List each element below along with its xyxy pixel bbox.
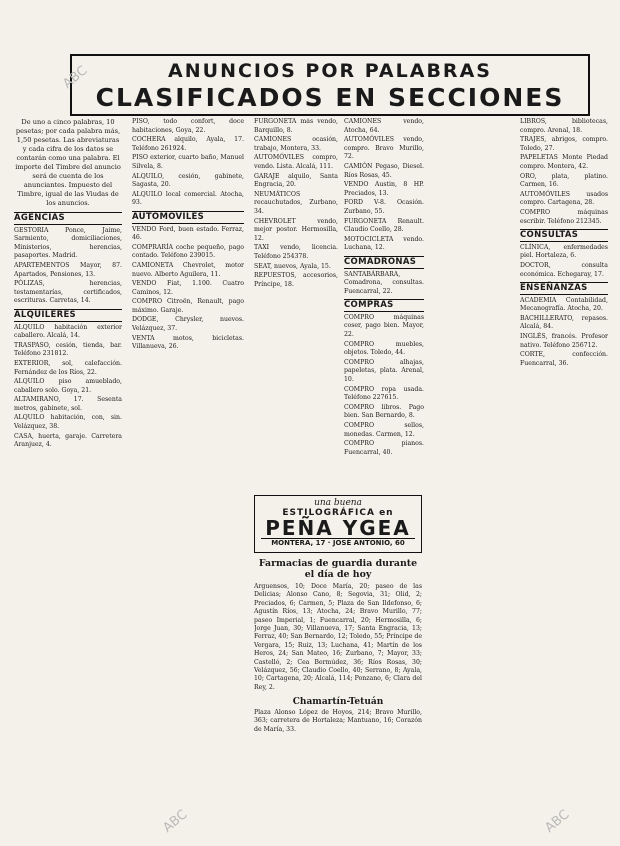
ad-address: MONTERA, 17 · JOSÉ ANTONIO, 60 <box>261 538 415 547</box>
classified-ad: COMPRO libros. Pago bien. San Bernardo, 8. <box>344 403 424 420</box>
section-heading: CONSULTAS <box>520 229 608 242</box>
classified-ad: SEAT, nuevos, Ayala, 15. <box>254 262 331 270</box>
column-5 <box>520 118 608 834</box>
classified-ad: COMPRO máquinas escribir. Teléfono 212345. <box>520 208 608 225</box>
classified-ad: CAMIONES vendo, Atocha, 64. <box>344 118 424 134</box>
classified-ad: CLÍNICA, enfermedades piel. Hortaleza, 6. <box>520 243 608 260</box>
banner-line-2: CLASIFICADOS EN SECCIONES <box>95 83 565 112</box>
column-3 <box>254 118 338 492</box>
column-1 <box>14 118 122 834</box>
classified-ad: TRASPASO, cesión, tienda, bar. Teléfono 231812. <box>14 341 122 358</box>
section-heading: AGENCIAS <box>14 212 122 225</box>
classified-ad: VENTA motos, bicicletas. Villanueva, 26. <box>132 334 244 351</box>
watermark-text: ABC <box>160 807 191 836</box>
ad-brand: PEÑA YGEA <box>265 516 411 540</box>
classified-ad: APARTEMENTOS Mayor, 87. Apartados, Pensiones, 13. <box>14 261 122 278</box>
classified-ad: COMPRO alhajas, papeletas, plata. Arenal, 10. <box>344 358 424 384</box>
watermark-text: ABC <box>542 807 573 836</box>
classified-ad: PISO exterior, cuarto baño, Manuel Silvela, 8. <box>132 154 244 170</box>
classified-ad: COMPRO máquinas coser, pago bien. Mayor, 22. <box>344 313 424 339</box>
classified-ad: TAXI vendo, licencia. Teléfono 254378. <box>254 244 338 260</box>
section-heading: COMPRAS <box>344 299 424 312</box>
classified-ad: ALQUILO local comercial. Atocha, 93. <box>132 190 244 207</box>
classified-ad: AUTOMÓVILES usados compro. Cartagena, 28. <box>520 190 608 207</box>
pen-advertisement <box>254 495 422 553</box>
banner-line-1: ANUNCIOS POR PALABRAS <box>168 60 492 82</box>
classified-ad: FORD V-8. Ocasión. Zurbano, 55. <box>344 199 424 215</box>
classified-ad: GESTORIA Ponce, Jaime, Sarmiento, domiciliaciones, Ministerios, herencias, pasaportes. Madrid. <box>14 226 122 260</box>
pharmacies-list: Arguensos, 10; Doce María, 20; paseo de las Delicias; Alonso Cano, 8; Segovia, 31; Olid, 2; Preciados, 6; Carmen, 5; Plaza de San Ildefonso, 6; Agustín Ríos, 13; Atocha, 24; Bravo Murillo, 77; paseo Imperial, 1; Fuencarral, 20; Hermosilla, 6; Jorge Juan, 30; Villanueva, 17; Santa Engracia, 13; Ferraz, 40; San Bernardo, 12; Toledo, 55; Príncipe de Vergara, 15; Ruiz, 13; Luchana, 41; Martín de los Heros, 24; San Mateo, 16; Zurbano, 7; Mayor, 33; Castelló, 2; Cea Bermúdez, 36; Ríos Rosas, 30; Velázquez, 56; Claudio Coello, 40; Serrano, 8; Ayala, 10; Cartagena, 20; Alcalá, 114; Ponzano, 6; Clara del Rey, 2. <box>254 583 422 691</box>
rates-intro: De uno a cinco palabras, 10 pesetas; por cada palabra más, 1,50 pesetas. Las abreviaturas y cada cifra de los datos se contarán como una palabra. El importe del Timbre del anuncio será de cuenta de los anunciantes. Impuesto del Timbre, igual de las Viudas de los anuncios. <box>15 118 121 207</box>
classified-ad: COMPRO muebles, objetos. Toledo, 44. <box>344 340 424 357</box>
classified-ad: COMPRO pianos. Fuencarral, 40. <box>344 440 424 456</box>
classified-ad: ALQUILO habitación exterior caballero. Alcalá, 14. <box>14 323 122 340</box>
classified-ad: COMPRARÍA coche pequeño, pago contado. Teléfono 239015. <box>132 243 244 260</box>
classified-ad: EXTERIOR, sol, calefacción. Fernández de los Ríos, 22. <box>14 359 122 376</box>
classified-ad: PISO, todo confort, doce habitaciones, Goya, 22. <box>132 118 244 134</box>
classified-ad: LIBROS, bibliotecas, compro. Arenal, 18. <box>520 118 608 134</box>
classified-ad: VENDO Fiat, 1.100. Cuatro Caminos, 12. <box>132 280 244 296</box>
classified-ad: VENDO Ford, buen estado. Ferraz, 46. <box>132 225 244 242</box>
chamartin-list: Plaza Alonso López de Hoyos, 214; Bravo Murillo, 363; carretera de Hortaleza; Mantuano, 16; Corazón de María, 33. <box>254 708 422 733</box>
classified-ad: MOTOCICLETA vendo. Luchana, 12. <box>344 235 424 252</box>
section-heading: AUTOMOVILES <box>132 211 244 224</box>
section-heading: ENSEÑANZAS <box>520 282 608 295</box>
chamartin-title: Chamartín-Tetuán <box>292 697 384 708</box>
classified-ad: COMPRO sellos, monedas. Carmen, 12. <box>344 422 424 438</box>
classified-ad: DOCTOR, consulta económica. Echegaray, 17. <box>520 261 608 278</box>
classified-ad: ALQUILO, cesión, gabinete, Sagasta, 20. <box>132 172 244 189</box>
column-2 <box>132 118 244 834</box>
classified-ad: REPUESTOS, accesorios, Príncipe, 18. <box>254 272 338 288</box>
classified-ad: DODGE, Chrysler, nuevos. Velázquez, 37. <box>132 316 244 333</box>
classified-ad: CHEVROLET vendo, mejor postor. Hermosilla, 12. <box>254 217 338 242</box>
classified-ad: COMPRO ropa usada. Teléfono 227615. <box>344 385 424 402</box>
classified-ad: AUTOMÓVILES compro, vendo. Lista. Alcalá, 111. <box>254 154 338 170</box>
classified-ad: COMPRO Citroën, Renault, pago máximo. Garaje. <box>132 298 244 314</box>
classified-ad: CASA, huerta, garaje. Carretera Aranjuez, 4. <box>14 432 122 449</box>
classified-ad: PÓLIZAS, herencias, testamentarías, certificados, escrituras. Carretas, 14. <box>14 280 122 305</box>
classified-ad: VENDO Austin, 8 HP. Preciados, 13. <box>344 181 424 197</box>
classified-ad: ALQUILO piso amueblado, caballero solo. Goya, 21. <box>14 378 122 394</box>
classified-ad: ORO, plata, platino. Carmen, 16. <box>520 172 608 189</box>
classified-ad: PAPELETAS Monte Piedad compro. Montera, 42. <box>520 154 608 170</box>
classified-ad: GARAJE alquilo, Santa Engracia, 20. <box>254 172 338 189</box>
section-heading: COMADRONAS <box>344 256 424 269</box>
classified-ad: FURGONETA más vendo, Barquillo, 8. <box>254 118 338 134</box>
pharmacies-title: Farmacias de guardia durante el día de hoy <box>258 558 418 580</box>
classified-ad: CORTE, confección. Fuencarral, 36. <box>520 351 608 367</box>
classified-ad: INGLÉS, francés. Profesor nativo. Teléfono 256712. <box>520 333 608 349</box>
classified-ad: CAMIONES ocasión, trabajo, Montera, 33. <box>254 136 338 152</box>
classified-ad: ACADEMIA Contabilidad, Mecanografía. Atocha, 20. <box>520 296 608 313</box>
classified-ad: CAMIONETA Chevrolet, motor nuevo. Alberto Aguilera, 11. <box>132 261 244 278</box>
classified-ad: ALTAMIRANO, 17. Sesenta metros, gabinete, sol. <box>14 396 122 412</box>
classified-ad: SANTABÁRBARA, Comadrona, consultas. Fuencarral, 22. <box>344 270 424 295</box>
classified-ad: TRAJES, abrigos, compro. Toledo, 27. <box>520 136 608 152</box>
classified-ad: NEUMÁTICOS recauchutados, Zurbano, 34. <box>254 190 338 215</box>
classified-ad: COCHERA alquilo, Ayala, 17. Teléfono 261924. <box>132 136 244 152</box>
ad-product: ESTILOGRÁFICA en <box>282 508 394 518</box>
classified-ad: CAMIÓN Pegaso, Diesel. Ríos Rosas, 45. <box>344 162 424 179</box>
watermark-text: ABC <box>60 63 91 92</box>
classified-ad: ALQUILO habitación, con, sin. Velázquez, 38. <box>14 414 122 431</box>
classified-ad: BACHILLERATO, repasos. Alcalá, 84. <box>520 314 608 331</box>
classifieds-banner <box>70 54 590 116</box>
classified-ad: AUTOMÓVILES vendo, compro. Bravo Murillo, 72. <box>344 136 424 161</box>
ad-tagline: una buena <box>314 498 362 508</box>
classified-ad: FURGONETA Renault. Claudio Coello, 28. <box>344 217 424 234</box>
newspaper-page <box>14 8 608 838</box>
section-heading: ALQUILERES <box>14 309 122 322</box>
pharmacies-box <box>254 556 422 834</box>
